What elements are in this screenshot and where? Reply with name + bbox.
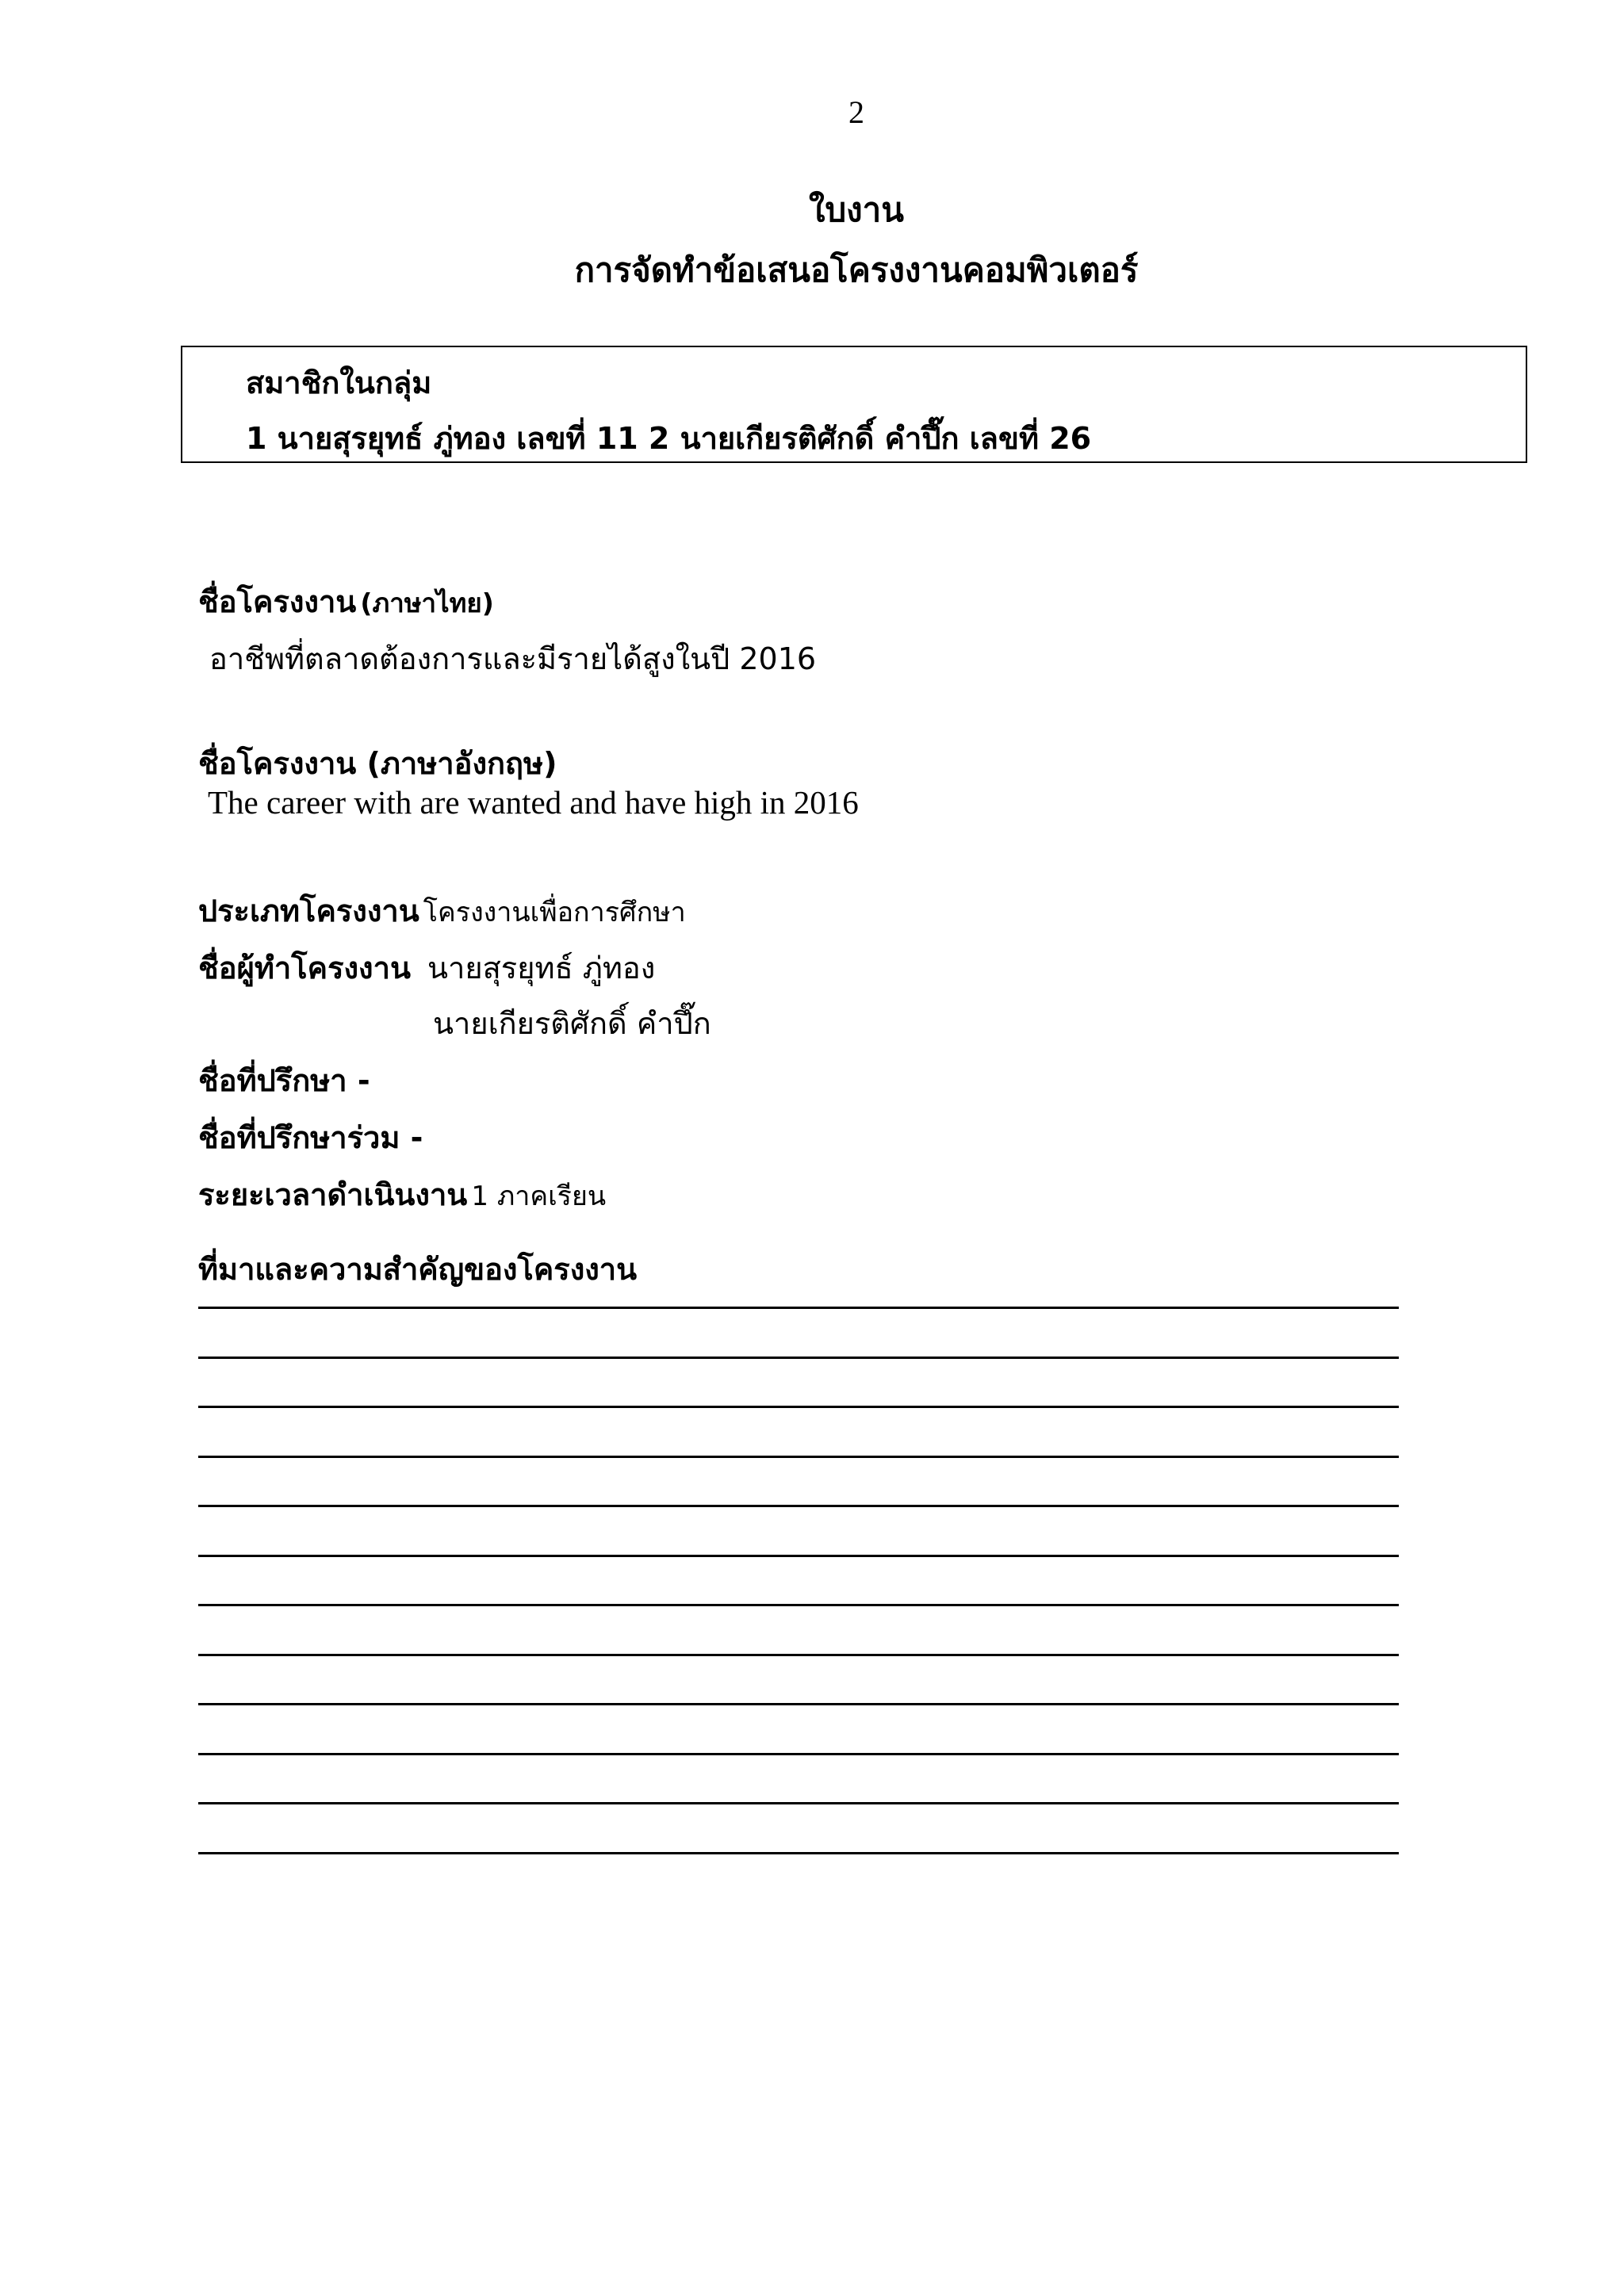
writing-line bbox=[198, 1555, 1399, 1557]
duration-label: ระยะเวลาดำเนินงาน bbox=[198, 1177, 468, 1212]
project-name-th-value: อาชีพที่ตลาดต้องการและมีรายได้สูงในปี 2016 bbox=[209, 641, 817, 676]
members-list: 1 นายสุรยุทธ์ ภู่ทอง เลขที่ 11 2 นายเกียรติศักดิ์ คำปึ๊ก เลขที่ 26 bbox=[246, 421, 1092, 456]
project-name-th-label: ชื่อโครงงาน bbox=[198, 584, 357, 619]
document-subtitle: การจัดทำข้อเสนอโครงงานคอมพิวเตอร์ bbox=[574, 251, 1139, 289]
co-advisor-label: ชื่อที่ปรึกษาร่วม - bbox=[198, 1120, 423, 1155]
author-name-1: นายสุรยุทธ์ ภู่ทอง bbox=[427, 951, 656, 985]
writing-line bbox=[198, 1852, 1399, 1854]
writing-line bbox=[198, 1703, 1399, 1705]
document-title: ใบงาน bbox=[809, 190, 904, 229]
writing-line bbox=[198, 1604, 1399, 1606]
project-name-en-label: ชื่อโครงงาน (ภาษาอังกฤษ) bbox=[198, 746, 557, 781]
project-type-value: โครงงานเพื่อการศึกษา bbox=[423, 897, 686, 928]
writing-line bbox=[198, 1802, 1399, 1804]
background-label: ที่มาและความสำคัญของโครงงาน bbox=[198, 1252, 638, 1287]
project-type-label: ประเภทโครงงาน bbox=[198, 894, 419, 928]
writing-line bbox=[198, 1753, 1399, 1755]
duration-value: 1 ภาคเรียน bbox=[471, 1181, 607, 1212]
writing-line bbox=[198, 1406, 1399, 1408]
writing-line bbox=[198, 1505, 1399, 1507]
writing-line bbox=[198, 1357, 1399, 1359]
authors-label: ชื่อผู้ทำโครงงาน bbox=[198, 951, 411, 985]
page-number: 2 bbox=[848, 94, 864, 130]
writing-line bbox=[198, 1654, 1399, 1656]
authors-row bbox=[198, 943, 655, 992]
members-heading: สมาชิกในกลุ่ม bbox=[246, 365, 432, 400]
project-name-th-label-row bbox=[198, 577, 494, 626]
project-name-en-value: The career with are wanted and have high in 2016 bbox=[208, 784, 859, 821]
project-name-th-label-suffix: (ภาษาไทย) bbox=[360, 587, 494, 618]
duration-row bbox=[198, 1170, 606, 1219]
writing-line bbox=[198, 1307, 1399, 1309]
writing-line bbox=[198, 1456, 1399, 1458]
advisor-label: ชื่อที่ปรึกษา - bbox=[198, 1063, 370, 1098]
project-type-row bbox=[198, 886, 686, 935]
author-name-2: นายเกียรติศักดิ์ คำปึ๊ก bbox=[433, 1006, 711, 1041]
